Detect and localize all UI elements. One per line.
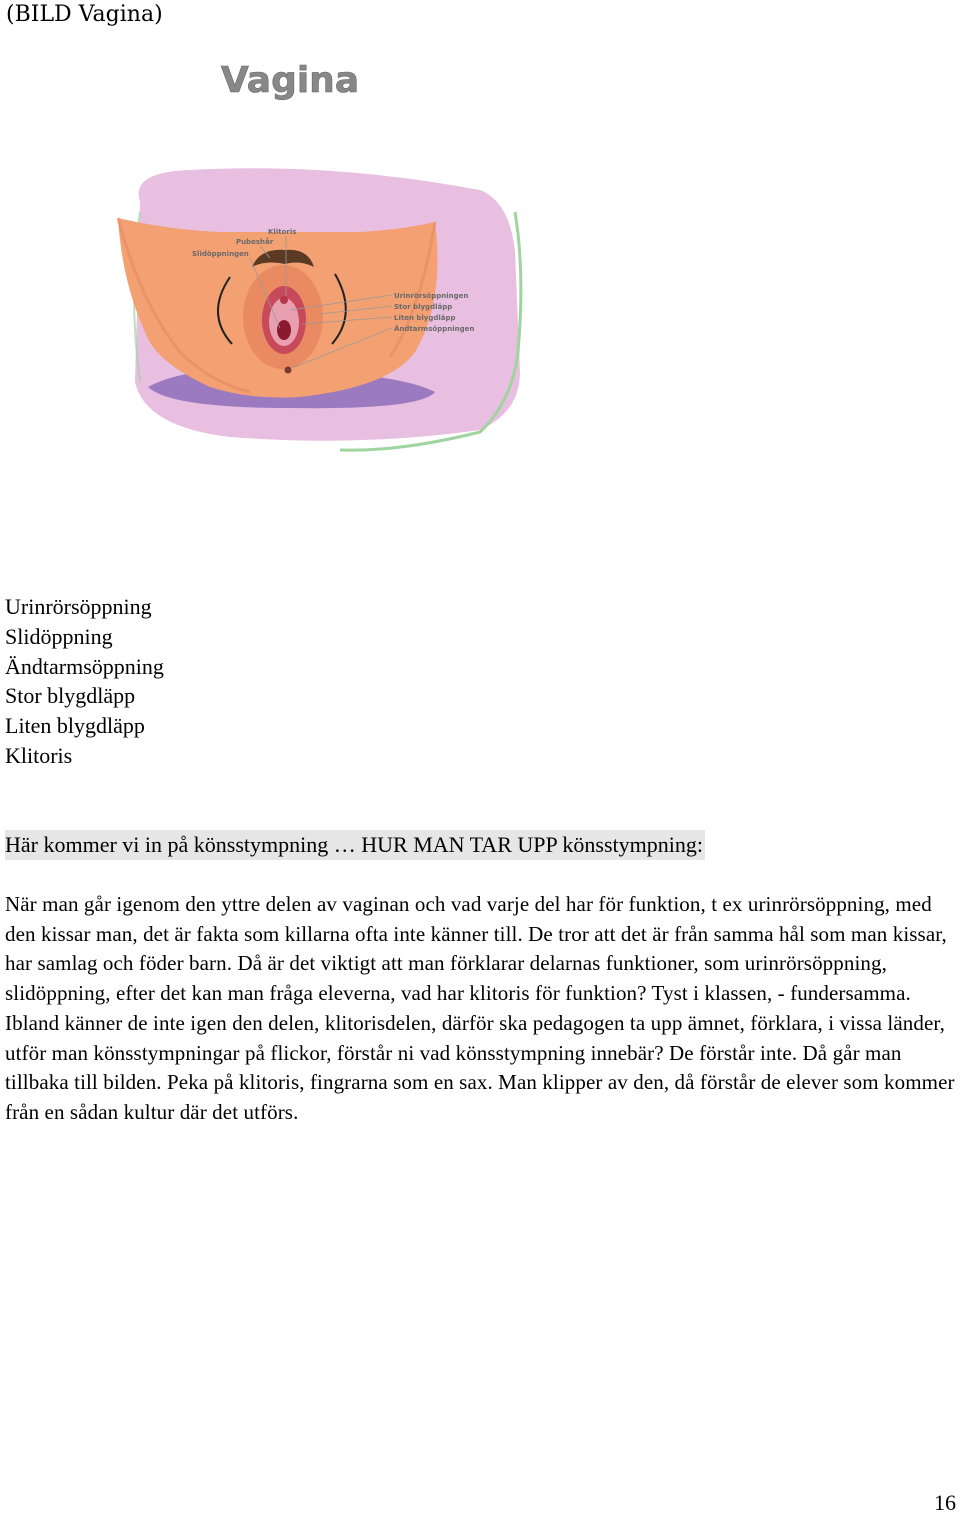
page-number: 16 <box>934 1490 956 1515</box>
list-item: Klitoris <box>5 742 73 768</box>
label-klitoris: Klitoris <box>268 228 297 236</box>
vagina-illustration <box>100 52 540 472</box>
clitoris <box>280 296 288 304</box>
label-andtarmsoppningen: Ändtarmsöppningen <box>394 325 475 333</box>
vaginal-opening <box>277 320 291 340</box>
label-stor-blygdlapp: Stor blygdläpp <box>394 303 453 311</box>
list-item: Urinrörsöppning <box>5 594 152 619</box>
list-item: Stor blygdläpp <box>5 683 136 709</box>
paragraph-text: När man går igenom den yttre delen av vaginan och vad varje del har för funktion, t ex urinrörsöppning, med den kissar man, det är fakta som killarna ofta inte känner till. De tror att det är från samma hål som man kissar, har samlag och föder barn. Då är det viktigt att man förklarar delarnas funktioner, som urinrörsöppning, slidöppning, efter det kan man fråga eleverna, vad har klitoris för funktion? Tyst i klassen, - fundersamma. Ibland känner de inte igen den delen, klitorisdelen, därför ska pedagogen ta upp ämnet, förklara, i vissa länder, utför man könsstympningar på flickor, förstår ni vad könsstympning innebär? De förstår inte. Då går man tillbaka till bilden. Peka på klitoris, fingrarna som en sax. Man klipper av den, då förstår de elever som kommer från en sådan kultur där det utförs. <box>5 892 955 1124</box>
label-urinrorsoppningen: Urinrörsöppningen <box>394 292 469 300</box>
label-liten-blygdlapp: Liten blygdläpp <box>394 314 456 322</box>
body-paragraph <box>5 890 955 1128</box>
list-item: Liten blygdläpp <box>5 713 145 739</box>
anus <box>285 367 292 374</box>
label-pubeshar: Pubeshår <box>236 238 274 246</box>
label-slidoppningen: Slidöppningen <box>192 250 249 258</box>
list-item: Ändtarmsöppning <box>5 653 164 679</box>
parts-list <box>5 592 164 771</box>
list-item: Slidöppning <box>5 623 113 649</box>
figure-caption: (BILD Vagina) <box>6 2 163 27</box>
figure-title: Vagina <box>220 60 360 101</box>
highlighted-heading: Här kommer vi in på könsstympning … HUR MAN TAR UPP könsstympning: <box>5 830 705 860</box>
